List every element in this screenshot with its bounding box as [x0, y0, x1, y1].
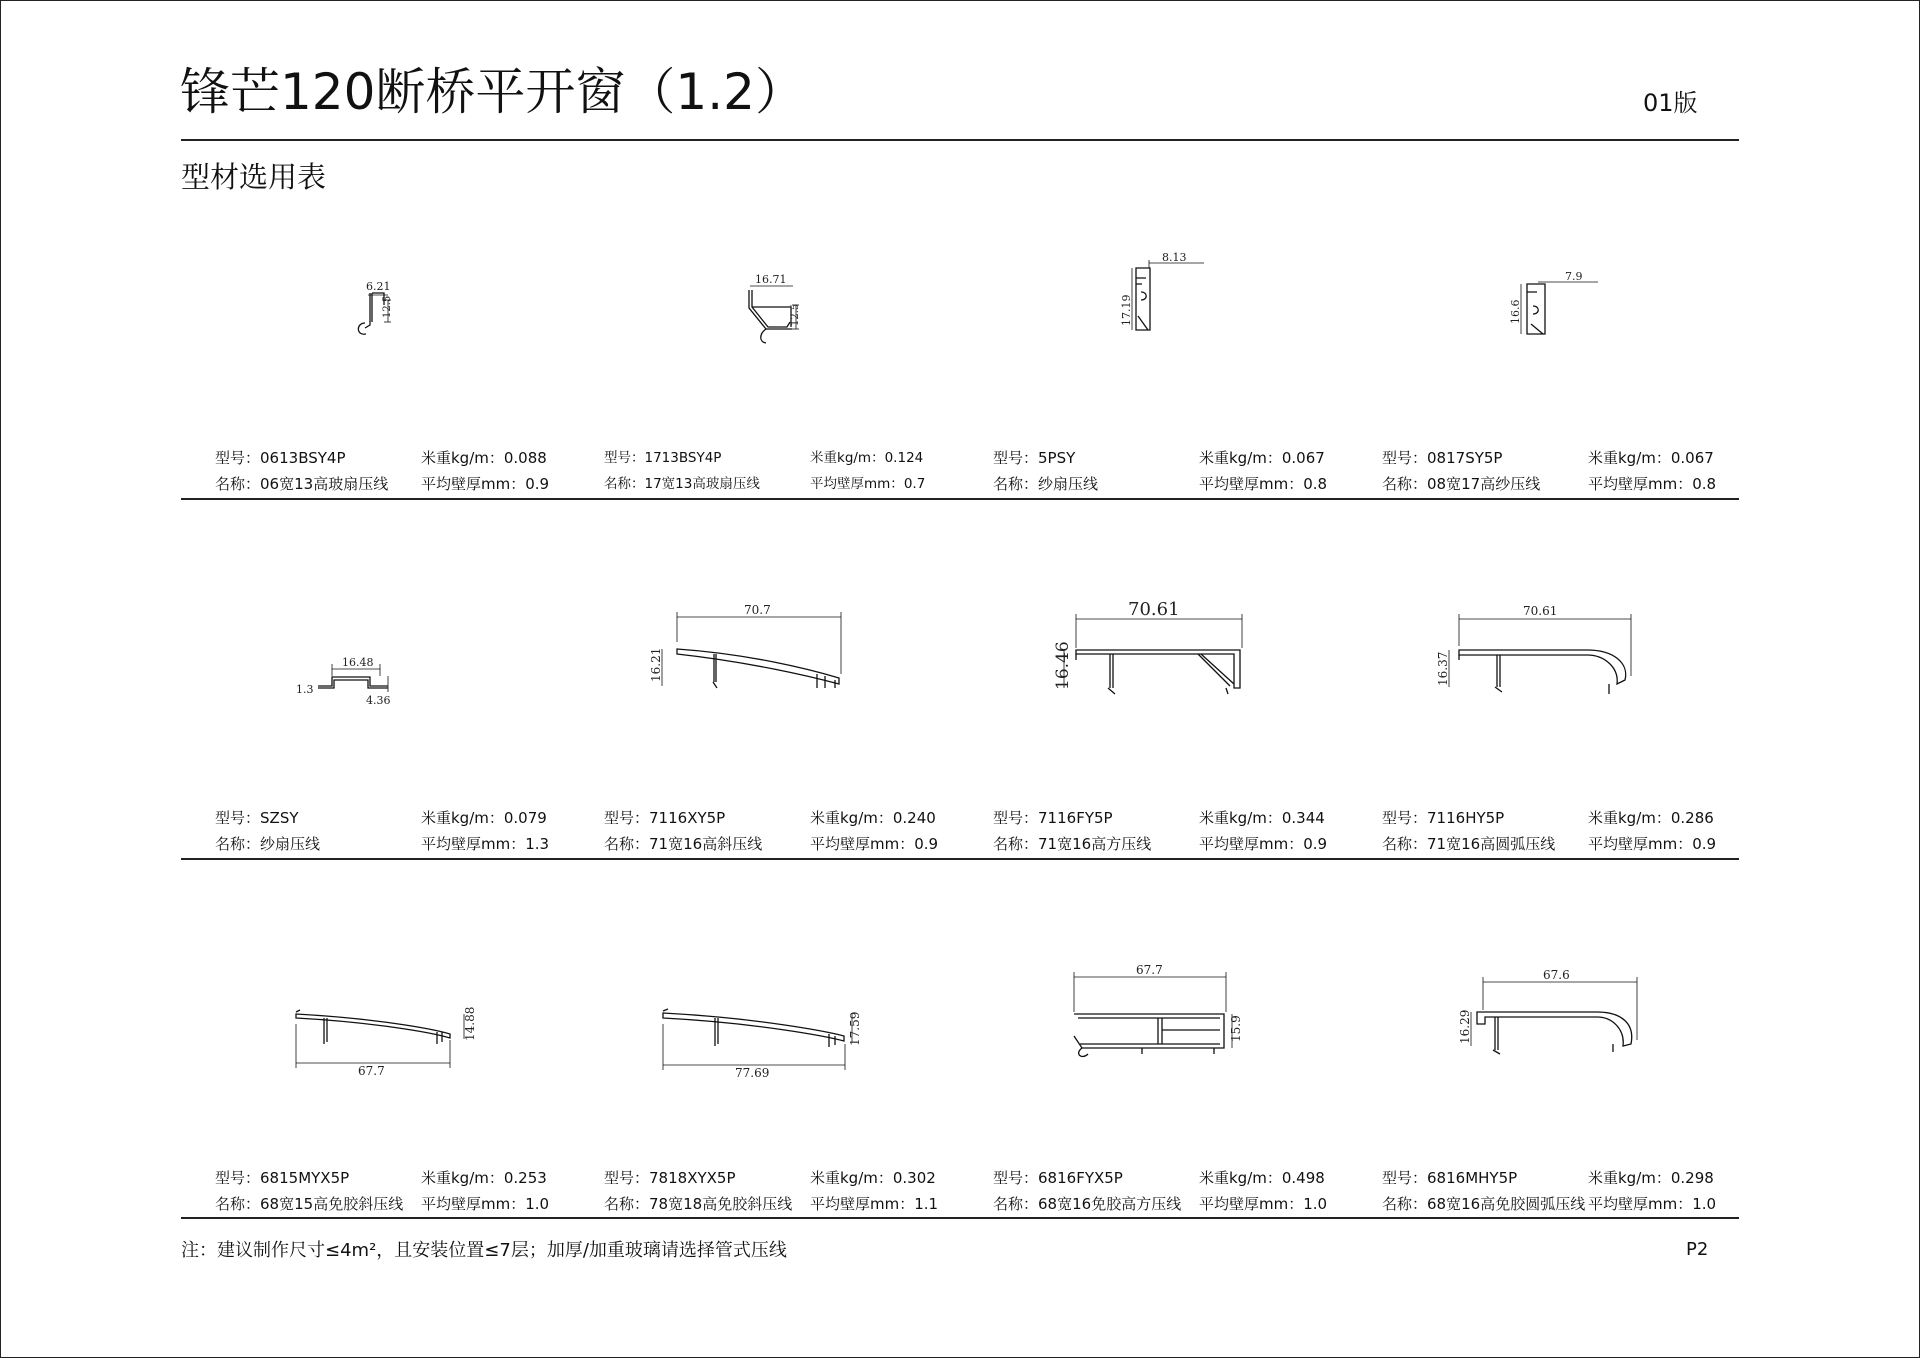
dimension-label: 8.13: [1162, 251, 1187, 264]
weight-line: [810, 808, 936, 828]
name-line: [993, 834, 1151, 854]
weight-line: [421, 1168, 547, 1188]
weight-value: 0.253: [503, 1169, 547, 1187]
profile-card: [958, 164, 1348, 524]
weight-value: 0.240: [892, 809, 936, 827]
weight-line: [810, 448, 923, 468]
glass-sash-bead-profile-icon: [180, 164, 570, 404]
profile-drawing: [569, 164, 959, 404]
weight-value: 0.344: [1281, 809, 1325, 827]
profile-card: [569, 524, 959, 884]
arc-bead-profile-icon: [1347, 524, 1737, 764]
weight-line: [1199, 1168, 1325, 1188]
model-value: 7116XY5P: [649, 809, 726, 827]
thickness-line: [421, 1194, 549, 1214]
dimension-label: 16.48: [342, 656, 374, 669]
model-label: 型号：: [215, 449, 261, 467]
weight-line: [1588, 808, 1714, 828]
profile-drawing: [958, 164, 1348, 404]
name-label: 名称：: [993, 1195, 1039, 1213]
model-value: 7116HY5P: [1427, 809, 1505, 827]
name-label: 名称：: [215, 475, 261, 493]
name-line: [1382, 834, 1555, 854]
weight-line: [421, 448, 547, 468]
model-label: 型号：: [993, 809, 1039, 827]
dimension-label: 70.7: [744, 603, 771, 617]
screen-bead-profile-icon: [1347, 164, 1737, 404]
dimension-label: 7.9: [1565, 270, 1583, 283]
thickness-value: 1.3: [525, 835, 550, 853]
thickness-value: 1.0: [525, 1195, 550, 1213]
model-line: [604, 1168, 736, 1188]
profile-drawing: [180, 164, 570, 404]
model-line: [604, 808, 725, 828]
name-line: [215, 834, 320, 854]
name-line: [993, 474, 1098, 494]
model-label: 型号：: [1382, 809, 1428, 827]
thickness-label: 平均壁厚mm：: [421, 1195, 526, 1213]
weight-value: 0.067: [1281, 449, 1325, 467]
row-divider: [181, 1217, 1739, 1219]
thickness-label: 平均壁厚mm：: [1199, 835, 1304, 853]
weight-label: 米重kg/m：: [1199, 1169, 1282, 1187]
profile-drawing: [1347, 164, 1737, 404]
name-label: 名称：: [1382, 475, 1428, 493]
screen-sash-bead-profile-icon: [180, 524, 570, 764]
name-value: 68宽16高免胶圆弧压线: [1427, 1195, 1586, 1213]
row-divider: [181, 498, 1739, 500]
thickness-value: 0.9: [914, 835, 939, 853]
name-line: [604, 1194, 792, 1214]
model-value: 1713BSY4P: [644, 450, 722, 466]
weight-label: 米重kg/m：: [1199, 449, 1282, 467]
weight-value: 0.124: [884, 450, 924, 466]
name-value: 71宽16高斜压线: [649, 835, 763, 853]
model-label: 型号：: [1382, 449, 1428, 467]
name-value: 06宽13高玻扇压线: [260, 475, 389, 493]
weight-label: 米重kg/m：: [421, 449, 504, 467]
dimension-label: 67.6: [1543, 968, 1570, 982]
page-number: P2: [1686, 1239, 1709, 1260]
slanted-bead-profile-icon: [569, 884, 959, 1124]
slanted-bead-profile-icon: [180, 884, 570, 1124]
thickness-value: 1.0: [1692, 1195, 1717, 1213]
thickness-value: 1.0: [1303, 1195, 1328, 1213]
arc-bead-profile-icon: [1347, 884, 1737, 1124]
thickness-value: 1.1: [914, 1195, 939, 1213]
name-line: [215, 1194, 403, 1214]
model-label: 型号：: [1382, 1169, 1428, 1187]
profile-card: [1347, 164, 1737, 524]
thickness-label: 平均壁厚mm：: [810, 835, 915, 853]
profile-drawing: [958, 524, 1348, 764]
weight-value: 0.298: [1670, 1169, 1714, 1187]
model-value: SZSY: [260, 809, 299, 827]
slanted-bead-profile-icon: [569, 524, 959, 764]
thickness-line: [810, 474, 925, 494]
profile-drawing: [569, 524, 959, 764]
model-line: [604, 448, 721, 468]
name-value: 71宽16高方压线: [1038, 835, 1152, 853]
thickness-line: [1199, 1194, 1327, 1214]
dimension-label: 16.71: [755, 273, 787, 286]
thickness-label: 平均壁厚mm：: [1199, 1195, 1304, 1213]
profile-drawing: [569, 884, 959, 1124]
dimension-label: 17.19: [1120, 294, 1133, 326]
name-line: [604, 834, 762, 854]
weight-value: 0.302: [892, 1169, 936, 1187]
profile-card: [569, 164, 959, 524]
thickness-line: [421, 474, 549, 494]
profile-card: [958, 884, 1348, 1244]
thickness-line: [421, 834, 549, 854]
profile-drawing: [1347, 524, 1737, 764]
profile-card: [569, 884, 959, 1244]
profile-drawing: [1347, 884, 1737, 1124]
name-value: 08宽17高纱压线: [1427, 475, 1541, 493]
weight-label: 米重kg/m：: [1588, 449, 1671, 467]
name-line: [604, 474, 760, 494]
model-line: [1382, 808, 1504, 828]
model-value: 6816MHY5P: [1427, 1169, 1518, 1187]
profile-card: [180, 524, 570, 884]
profile-drawing: [180, 524, 570, 764]
model-value: 7116FY5P: [1038, 809, 1113, 827]
name-label: 名称：: [1382, 1195, 1428, 1213]
thickness-line: [1199, 474, 1327, 494]
weight-label: 米重kg/m：: [1199, 809, 1282, 827]
thickness-label: 平均壁厚mm：: [1588, 475, 1693, 493]
thickness-line: [1588, 474, 1716, 494]
weight-value: 0.088: [503, 449, 547, 467]
model-line: [993, 1168, 1123, 1188]
weight-line: [1588, 448, 1714, 468]
name-line: [215, 474, 388, 494]
model-label: 型号：: [215, 1169, 261, 1187]
dimension-label: 16.6: [1509, 299, 1522, 324]
section-title: 型材选用表: [181, 160, 327, 194]
name-value: 纱扇压线: [1038, 475, 1099, 493]
model-line: [1382, 1168, 1517, 1188]
weight-label: 米重kg/m：: [1588, 1169, 1671, 1187]
weight-label: 米重kg/m：: [810, 1169, 893, 1187]
weight-label: 米重kg/m：: [1588, 809, 1671, 827]
dimension-label: 12.5: [790, 303, 801, 326]
dimension-label: 1.3: [296, 683, 314, 696]
model-line: [215, 1168, 349, 1188]
thickness-line: [810, 1194, 938, 1214]
thickness-label: 平均壁厚mm：: [421, 475, 526, 493]
screen-sash-bead-profile-icon: [958, 164, 1348, 404]
model-label: 型号：: [993, 449, 1039, 467]
model-label: 型号：: [993, 1169, 1039, 1187]
dimension-label: 77.69: [735, 1066, 770, 1080]
square-bead-profile-icon: [958, 884, 1348, 1124]
thickness-label: 平均壁厚mm：: [810, 476, 904, 492]
thickness-value: 0.9: [1303, 835, 1328, 853]
profile-card: [1347, 884, 1737, 1244]
profile-card: [180, 164, 570, 524]
dimension-label: 16.29: [1458, 1009, 1472, 1044]
profile-card: [1347, 524, 1737, 884]
name-label: 名称：: [993, 835, 1039, 853]
dimension-label: 4.36: [366, 694, 391, 707]
thickness-line: [1588, 834, 1716, 854]
dimension-label: 70.61: [1523, 604, 1558, 618]
profile-card: [958, 524, 1348, 884]
weight-line: [421, 808, 547, 828]
dimension-label: 15.9: [1229, 1015, 1243, 1042]
model-line: [993, 448, 1075, 468]
weight-label: 米重kg/m：: [421, 1169, 504, 1187]
model-line: [1382, 448, 1502, 468]
name-line: [1382, 474, 1540, 494]
model-value: 6815MYX5P: [260, 1169, 350, 1187]
model-line: [215, 448, 346, 468]
weight-line: [1588, 1168, 1714, 1188]
name-label: 名称：: [604, 1195, 650, 1213]
weight-value: 0.079: [503, 809, 547, 827]
name-value: 17宽13高玻扇压线: [644, 476, 760, 492]
dimension-label: 16.21: [649, 647, 663, 682]
model-value: 0613BSY4P: [260, 449, 346, 467]
thickness-line: [1199, 834, 1327, 854]
thickness-value: 0.8: [1303, 475, 1328, 493]
header-divider: [181, 139, 1739, 141]
dimension-label: 16.37: [1436, 651, 1450, 686]
model-line: [215, 808, 299, 828]
edition-label: 01版: [1643, 89, 1698, 117]
dimension-label: 17.59: [848, 1011, 862, 1046]
model-label: 型号：: [604, 809, 650, 827]
thickness-line: [810, 834, 938, 854]
thickness-value: 0.9: [1692, 835, 1717, 853]
thickness-value: 0.8: [1692, 475, 1717, 493]
weight-value: 0.067: [1670, 449, 1714, 467]
dimension-label: 6.21: [366, 280, 391, 293]
thickness-value: 0.9: [525, 475, 550, 493]
dimension-label: 70.61: [1128, 599, 1180, 620]
name-line: [1382, 1194, 1585, 1214]
name-label: 名称：: [1382, 835, 1428, 853]
dimension-label: 14.88: [463, 1006, 477, 1041]
dimension-label: 67.7: [358, 1064, 385, 1078]
model-value: 6816FYX5P: [1038, 1169, 1123, 1187]
page-title: 锋芒120断桥平开窗（1.2）: [180, 63, 805, 121]
model-label: 型号：: [215, 809, 261, 827]
weight-label: 米重kg/m：: [810, 450, 885, 466]
name-line: [993, 1194, 1181, 1214]
name-label: 名称：: [215, 1195, 261, 1213]
footer-note: 注：建议制作尺寸≤4m²，且安装位置≤7层；加厚/加重玻璃请选择管式压线: [181, 1240, 787, 1261]
model-line: [993, 808, 1113, 828]
name-label: 名称：: [604, 835, 650, 853]
thickness-value: 0.7: [903, 476, 926, 492]
weight-label: 米重kg/m：: [421, 809, 504, 827]
weight-label: 米重kg/m：: [810, 809, 893, 827]
thickness-label: 平均壁厚mm：: [1588, 835, 1693, 853]
thickness-line: [1588, 1194, 1716, 1214]
square-bead-profile-icon: [958, 524, 1348, 764]
profile-drawing: [180, 884, 570, 1124]
thickness-label: 平均壁厚mm：: [421, 835, 526, 853]
weight-value: 0.286: [1670, 809, 1714, 827]
name-value: 71宽16高圆弧压线: [1427, 835, 1556, 853]
dimension-label: 67.7: [1136, 963, 1163, 977]
thickness-label: 平均壁厚mm：: [1588, 1195, 1693, 1213]
model-value: 0817SY5P: [1427, 449, 1503, 467]
name-value: 78宽18高免胶斜压线: [649, 1195, 793, 1213]
thickness-label: 平均壁厚mm：: [1199, 475, 1304, 493]
profile-drawing: [958, 884, 1348, 1124]
name-label: 名称：: [215, 835, 261, 853]
name-label: 名称：: [604, 476, 645, 492]
weight-line: [1199, 808, 1325, 828]
weight-line: [810, 1168, 936, 1188]
thickness-label: 平均壁厚mm：: [810, 1195, 915, 1213]
dimension-label: 16.46: [1053, 641, 1073, 690]
row-divider: [181, 858, 1739, 860]
name-value: 68宽16免胶高方压线: [1038, 1195, 1182, 1213]
dimension-label: 12.5: [382, 295, 393, 318]
model-label: 型号：: [604, 1169, 650, 1187]
model-label: 型号：: [604, 450, 645, 466]
name-value: 纱扇压线: [260, 835, 321, 853]
weight-value: 0.498: [1281, 1169, 1325, 1187]
glass-sash-bead-profile-icon: [569, 164, 959, 404]
name-value: 68宽15高免胶斜压线: [260, 1195, 404, 1213]
model-value: 7818XYX5P: [649, 1169, 736, 1187]
model-value: 5PSY: [1038, 449, 1076, 467]
name-label: 名称：: [993, 475, 1039, 493]
profile-card: [180, 884, 570, 1244]
weight-line: [1199, 448, 1325, 468]
